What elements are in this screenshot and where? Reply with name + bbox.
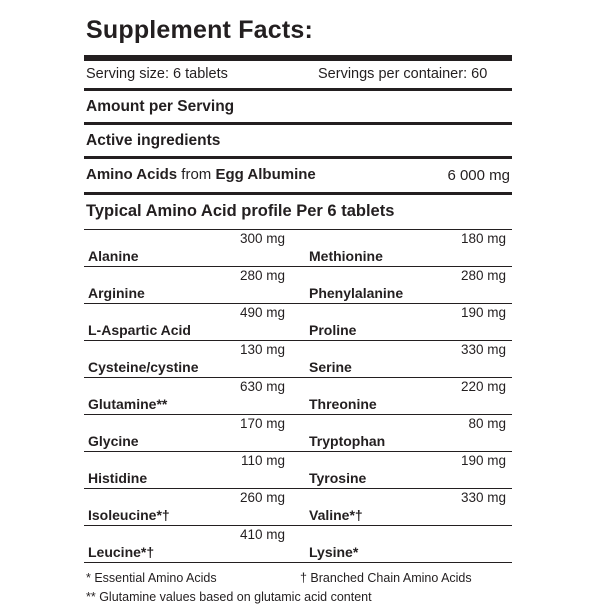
amino-amount: 280 mg [460,267,506,283]
amino-name: Glycine [88,432,139,449]
amino-cell [86,304,289,340]
amino-cell [86,415,289,451]
amino-cell [86,452,289,488]
table-row [84,415,512,452]
serving-size-value: 6 tablets [173,66,228,82]
footnotes [84,563,512,607]
amino-cell [289,267,510,303]
amino-name: Alanine [88,247,139,264]
amino-amount: 260 mg [239,489,285,505]
amino-cell [289,230,510,266]
amino-profile-heading: Typical Amino Acid profile Per 6 tablets [86,201,395,220]
amino-name: Tyrosine [309,469,367,486]
amino-name: Methionine [309,247,383,264]
amino-name: Isoleucine*† [88,506,170,523]
amino-cell [86,230,289,266]
amino-amount: 280 mg [239,267,285,283]
amino-name: Cysteine/cystine [88,358,199,375]
amino-cell [86,341,289,377]
amount-per-serving-heading: Amount per Serving [86,98,235,115]
table-row [84,452,512,489]
footnote-bcaa: † Branched Chain Amino Acids [300,570,472,585]
amino-cell [289,341,510,377]
table-row [84,341,512,378]
amino-cell [289,378,510,414]
amino-amount: 190 mg [460,452,506,468]
amino-cell [289,415,510,451]
amino-amount: 190 mg [460,304,506,320]
amino-cell [289,526,510,562]
servings-per-container-value: 60 [471,66,488,82]
amino-amount: 630 mg [239,378,285,394]
amino-amount: 330 mg [460,489,506,505]
table-row [84,378,512,415]
amino-name: Lysine* [309,543,359,560]
ingredient-name-connector: from [181,166,212,183]
amino-name: Histidine [88,469,148,486]
footnote-glutamine: ** Glutamine values based on glutamic acid content [86,589,372,604]
amino-amount: 410 mg [239,526,285,542]
amino-name: Serine [309,358,352,375]
amino-amount: 110 mg [240,452,285,468]
ingredient-name-source: Egg Albumine [215,166,316,183]
amino-amount: 330 mg [460,341,506,357]
amino-name: Leucine*† [88,543,155,560]
amino-name: Glutamine** [88,395,168,412]
amino-name: Threonine [309,395,377,412]
table-row [84,230,512,267]
amino-cell [289,489,510,525]
serving-size-label: Serving size: [86,66,170,82]
amino-name: Proline [309,321,357,338]
active-ingredient-name [86,166,316,185]
table-row [84,267,512,304]
amino-cell [86,378,289,414]
footnote-line [86,588,510,607]
table-row [84,489,512,526]
table-row [84,526,512,563]
table-row [84,304,512,341]
active-ingredient-amount: 6 000 mg [447,167,510,184]
amino-name: Arginine [88,284,145,301]
amino-acid-table [84,230,512,563]
serving-info-row [84,61,512,88]
amino-amount: 220 mg [460,378,506,394]
footnote-line [86,569,510,588]
page-title: Supplement Facts: [86,16,314,44]
amino-name: Valine*† [309,506,363,523]
amino-amount: 80 mg [468,415,506,431]
amino-amount: 170 mg [239,415,285,431]
footnote-essential: * Essential Amino Acids [86,570,217,585]
amino-cell [289,452,510,488]
amino-name: Phenylalanine [309,284,404,301]
amino-name: L-Aspartic Acid [88,321,191,338]
servings-per-container-label: Servings per container: [318,66,468,82]
amino-cell [86,267,289,303]
active-ingredient-row [84,159,512,192]
active-ingredients-heading: Active ingredients [86,132,221,149]
ingredient-name-primary: Amino Acids [86,166,178,183]
amino-cell [289,304,510,340]
amino-cell [86,526,289,562]
amino-amount: 180 mg [460,230,506,246]
serving-size [86,66,318,82]
amino-amount: 300 mg [239,230,285,246]
amino-name: Tryptophan [309,432,386,449]
amino-amount: 490 mg [239,304,285,320]
amino-amount: 130 mg [239,341,285,357]
amino-cell [86,489,289,525]
servings-per-container [318,66,487,82]
